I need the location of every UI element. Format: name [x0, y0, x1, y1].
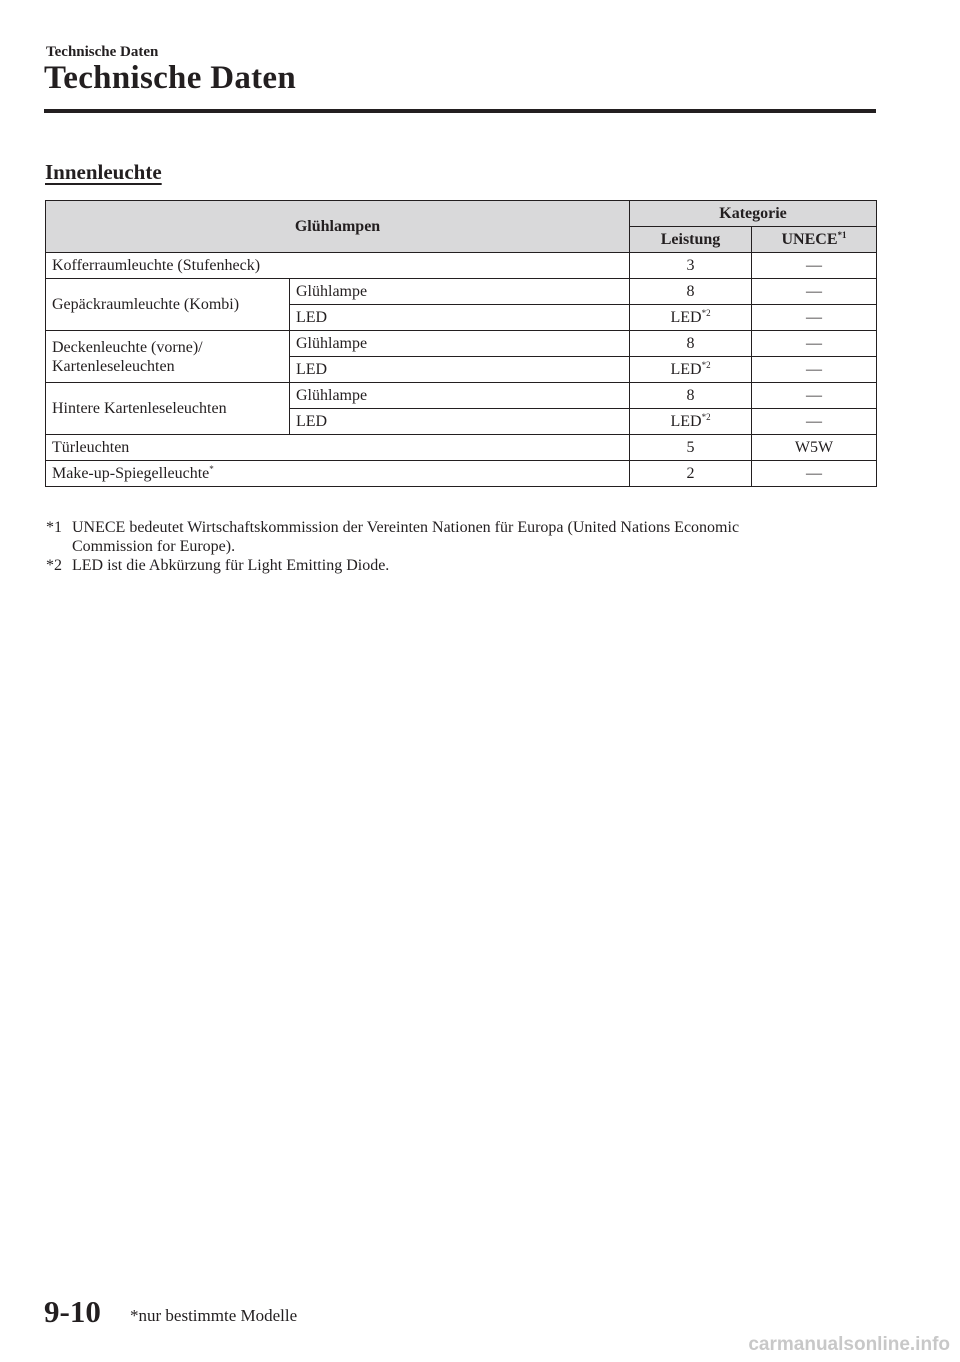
row-unece: — [752, 409, 877, 435]
row-name [46, 461, 630, 487]
footnote-text [72, 518, 739, 556]
row-name-line: Deckenleuchte (vorne)/ [52, 338, 203, 356]
header-power: Leistung [630, 227, 752, 253]
row-type: LED [290, 357, 630, 383]
footnote-text: LED ist die Abkürzung für Light Emitting Diode. [72, 557, 390, 574]
row-unece: — [752, 383, 877, 409]
row-power-label: LED [670, 360, 702, 378]
header-unece-label: UNECE [781, 230, 838, 248]
table-row [46, 279, 877, 305]
row-power: 8 [630, 331, 752, 357]
footnote-ref: *2 [701, 411, 711, 422]
footnote-2 [46, 556, 846, 575]
row-unece: — [752, 305, 877, 331]
row-unece: — [752, 279, 877, 305]
row-unece: W5W [752, 435, 877, 461]
row-name: Kofferraumleuchte (Stufenheck) [46, 253, 630, 279]
row-power: 8 [630, 383, 752, 409]
header-unece [752, 227, 877, 253]
footnote-ref: *2 [701, 307, 711, 318]
footnote-line: UNECE bedeutet Wirtschaftskommission der Vereinten Nationen für Europa (United Nations Economic [72, 519, 740, 536]
row-name: Türleuchten [46, 435, 630, 461]
table-row [46, 461, 877, 487]
header-category: Kategorie [630, 201, 877, 227]
page-title: Technische Daten [44, 60, 297, 96]
row-power-label: LED [670, 412, 702, 430]
row-unece: — [752, 461, 877, 487]
watermark: carmanualsonline.info [748, 1334, 950, 1355]
title-rule [44, 109, 876, 113]
footnote-line: Commission for Europe). [72, 538, 236, 555]
footnotes [46, 518, 846, 575]
row-type: Glühlampe [290, 383, 630, 409]
footnote-ref: *2 [701, 359, 711, 370]
row-name: Gepäckraumleuchte (Kombi) [46, 279, 290, 331]
footnote-ref: *1 [837, 229, 847, 240]
table-row [46, 253, 877, 279]
row-power-label: LED [670, 308, 702, 326]
row-power: 2 [630, 461, 752, 487]
row-power: 5 [630, 435, 752, 461]
section-heading: Innenleuchte [45, 160, 162, 184]
footer-note: *nur bestimmte Modelle [130, 1306, 298, 1325]
table-header-row [46, 201, 877, 227]
footnote-ref: * [209, 463, 214, 474]
header-bulbs: Glühlampen [46, 201, 630, 253]
row-name [46, 331, 290, 383]
row-type: LED [290, 305, 630, 331]
row-power: 3 [630, 253, 752, 279]
section-label: Technische Daten [46, 44, 159, 60]
row-type: Glühlampe [290, 279, 630, 305]
row-unece: — [752, 331, 877, 357]
row-power [630, 357, 752, 383]
row-power [630, 409, 752, 435]
table-row [46, 435, 877, 461]
row-type: Glühlampe [290, 331, 630, 357]
row-power: 8 [630, 279, 752, 305]
row-type: LED [290, 409, 630, 435]
footnote-mark: *2 [46, 557, 62, 574]
table-row [46, 383, 877, 409]
footnote-mark: *1 [46, 519, 62, 536]
row-power [630, 305, 752, 331]
footnote-1 [46, 518, 846, 556]
row-unece: — [752, 357, 877, 383]
row-name-line: Kartenleseleuchten [52, 357, 175, 375]
page-number: 9-10 [44, 1294, 101, 1329]
table-row [46, 331, 877, 357]
row-name-label: Make-up-Spiegelleuchte [52, 464, 210, 482]
bulb-spec-table [45, 200, 877, 487]
row-unece: — [752, 253, 877, 279]
row-name: Hintere Kartenleseleuchten [46, 383, 290, 435]
